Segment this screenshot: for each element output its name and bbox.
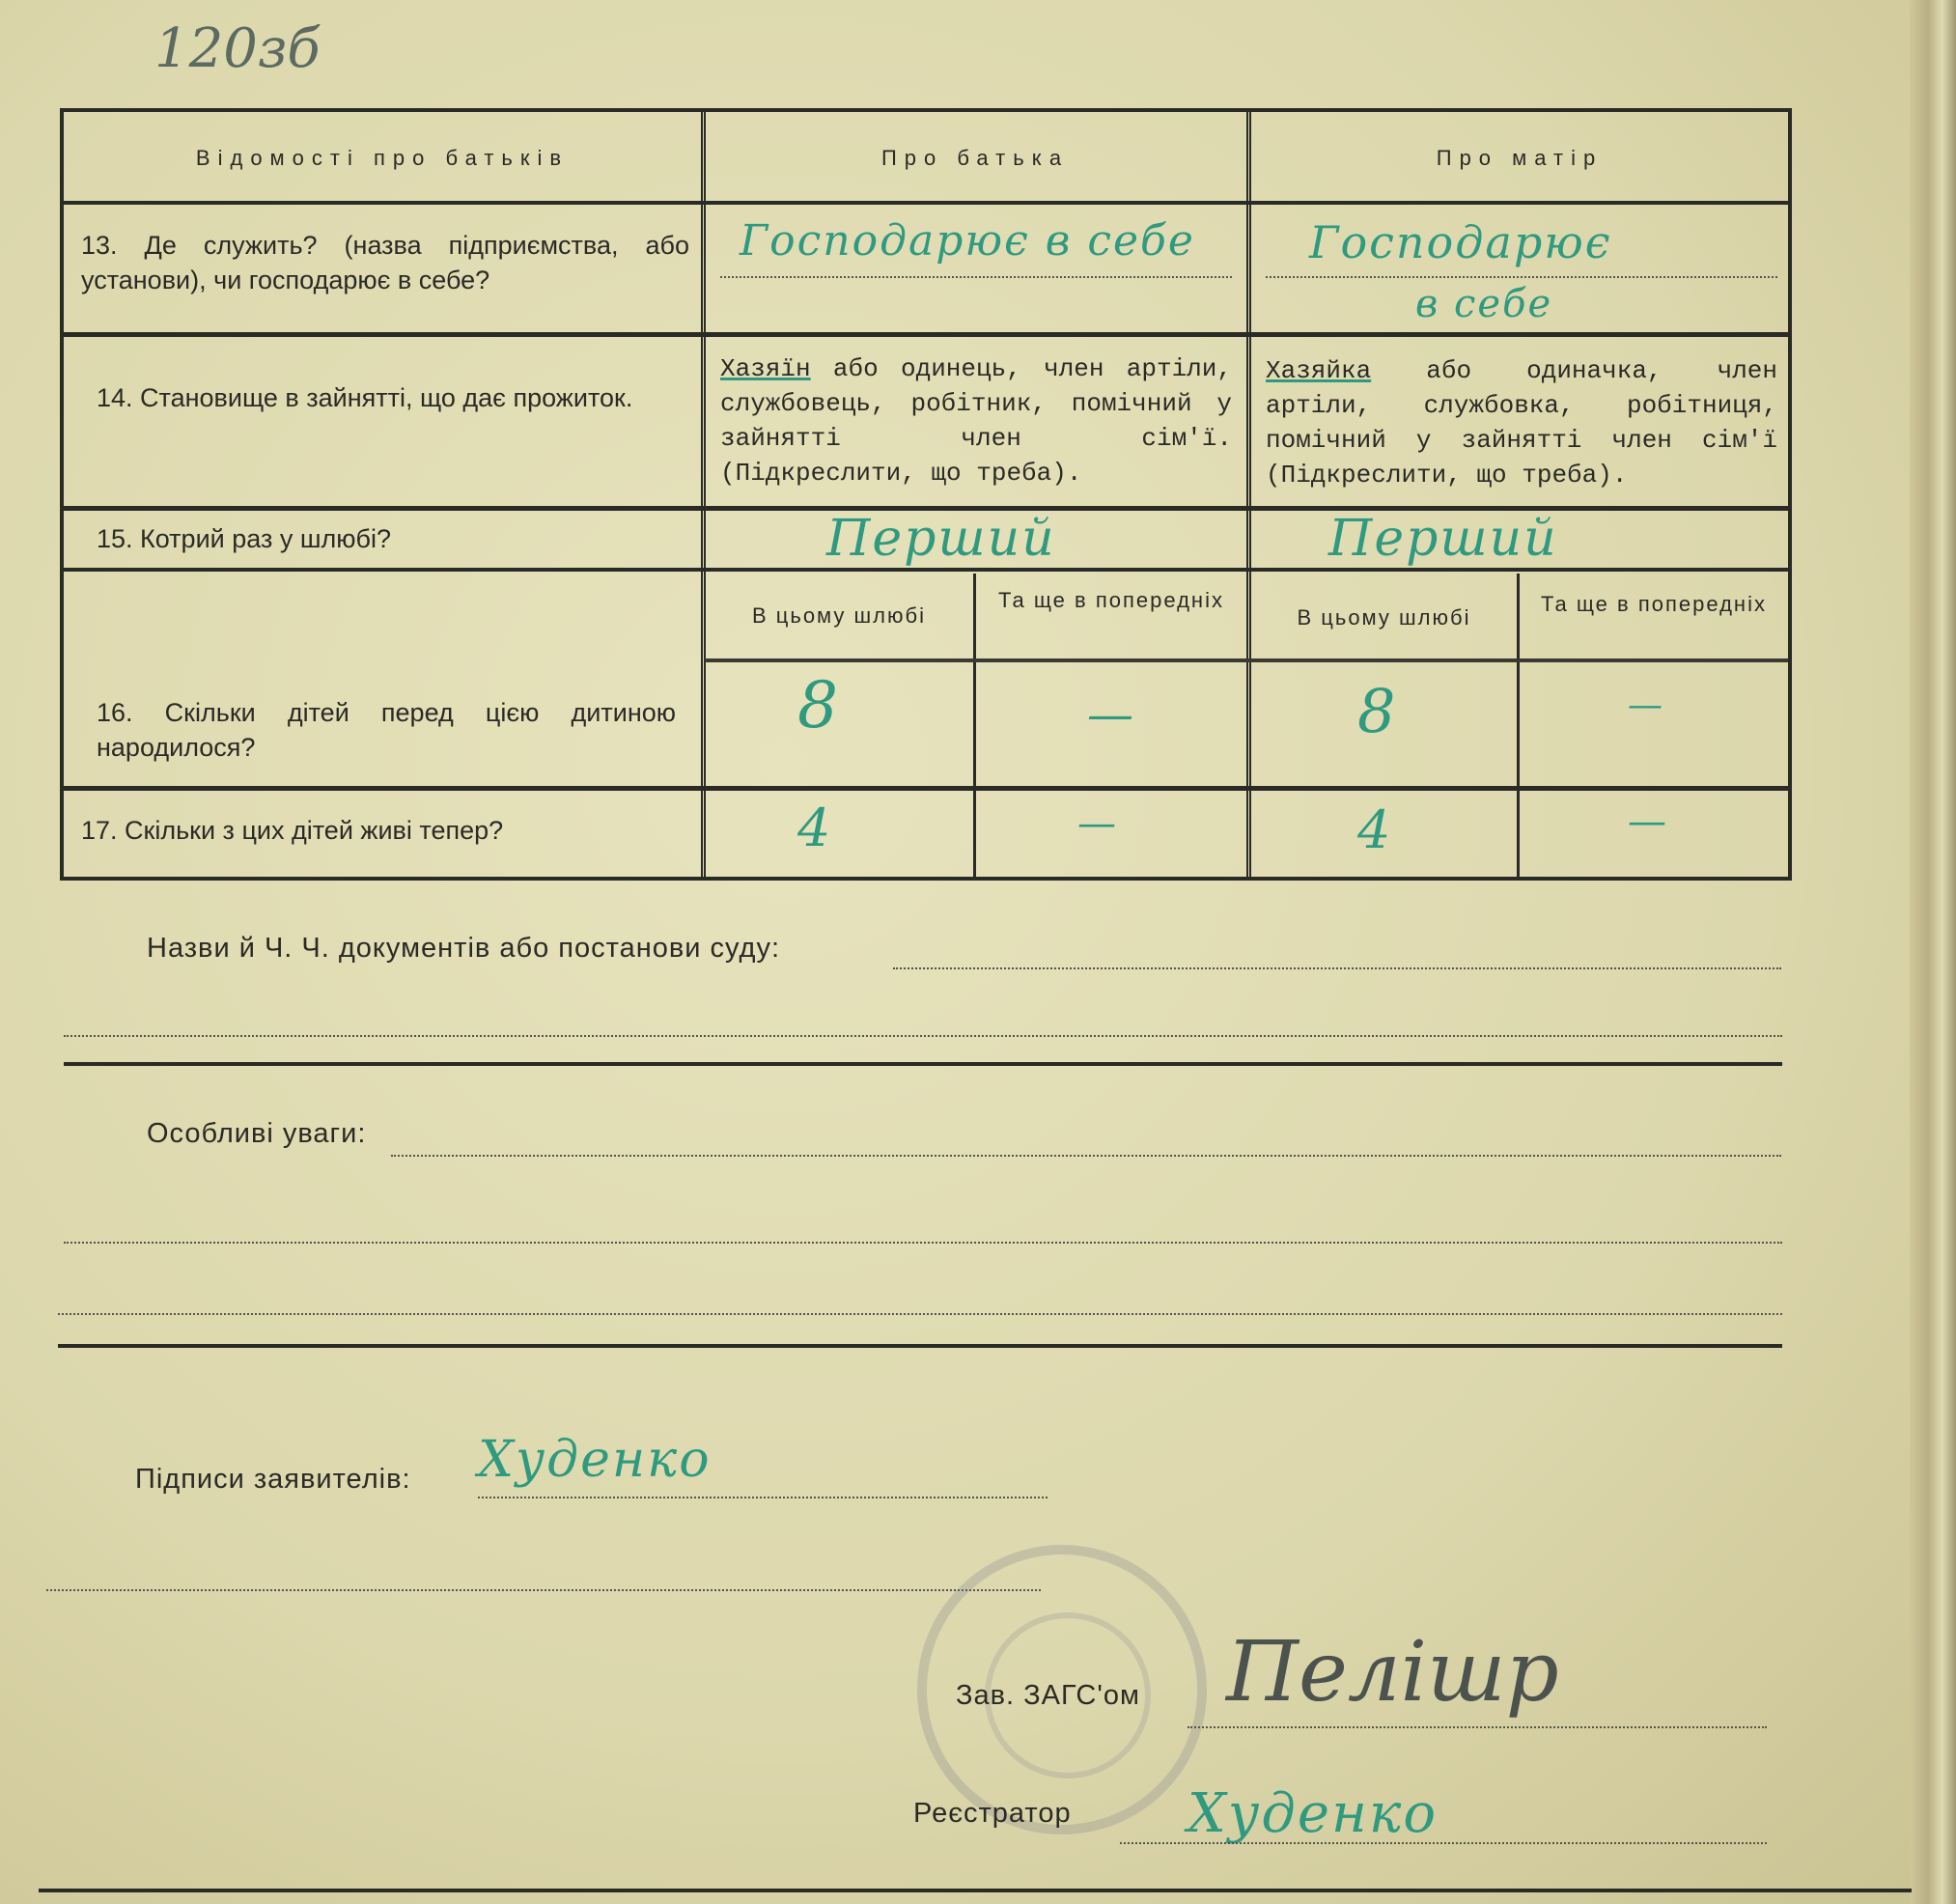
row15-father-answer: Перший xyxy=(826,510,1056,568)
row13-mother-answer-2: в себе xyxy=(1415,282,1553,326)
rule-16 xyxy=(64,786,1788,791)
col-divider-1 xyxy=(701,112,706,877)
row16-father-sub-this: В цьому шлюбі xyxy=(751,603,927,628)
row16-question: 16. Скільки дітей перед цією дитиною народилося? xyxy=(97,698,676,762)
row13-mother-dotline-1 xyxy=(1266,276,1777,278)
page-edge xyxy=(1910,0,1956,1904)
registrar-dotline xyxy=(1120,1842,1767,1844)
row17-father-this: 4 xyxy=(797,798,833,858)
row16-mother-prev: — xyxy=(1628,686,1664,725)
row16-mother-this: 8 xyxy=(1357,676,1398,746)
row14-mother-options xyxy=(1266,353,1777,492)
documents-dotline-1 xyxy=(893,967,1781,969)
row14-mother-underlined: Хазяйка xyxy=(1266,356,1372,385)
notes-dotline-2 xyxy=(64,1242,1782,1244)
parents-info-table xyxy=(60,108,1792,881)
col-divider-mother-sub xyxy=(1517,574,1520,877)
row13-father-dotline xyxy=(720,276,1232,278)
row16-mother-sub-prev: Та ще в попередніх xyxy=(1541,592,1767,616)
rule-15 xyxy=(64,568,1788,572)
documents-dotline-2 xyxy=(64,1035,1782,1037)
head-label: Зав. ЗАГС'ом xyxy=(956,1680,1140,1711)
applicants-label: Підписи заявителів: xyxy=(135,1464,411,1495)
documents-rule xyxy=(64,1062,1782,1066)
row16-father-this: 8 xyxy=(797,668,840,742)
registrar-signature: Худенко xyxy=(1188,1782,1439,1845)
registrar-label: Реєстратор xyxy=(913,1798,1072,1829)
applicants-dotline-1 xyxy=(478,1497,1048,1498)
head-signature: Пелішр xyxy=(1226,1624,1559,1721)
archive-number: 120зб xyxy=(154,17,321,80)
rule-13 xyxy=(64,332,1788,337)
row13-father-answer: Господарює в себе xyxy=(740,216,1195,266)
row16-father-sub-prev: Та ще в попередніх xyxy=(998,588,1224,612)
row16-mother-sub-this: В цьому шлюбі xyxy=(1297,605,1471,630)
row16-father-prev: — xyxy=(1087,687,1135,742)
documents-label: Назви й Ч. Ч. документів або постанови суду: xyxy=(147,933,781,964)
header-father: Про батька xyxy=(880,146,1070,170)
notes-dotline-3 xyxy=(58,1313,1782,1315)
row15-mother-answer: Перший xyxy=(1328,510,1558,568)
notes-label: Особливі уваги: xyxy=(147,1118,367,1149)
row17-mother-prev: — xyxy=(1628,799,1668,844)
row13-question: 13. Де служить? (назва підприємства, або установи), чи господарює в себе? xyxy=(81,231,689,294)
bottom-rule xyxy=(39,1889,1912,1892)
head-dotline xyxy=(1188,1726,1767,1728)
row14-mother-rest: або одиначка, член артіли, службовка, робітниця, помічний у зайнятті член сім'ї (Підкреслити, що треба). xyxy=(1266,356,1777,490)
row17-father-prev: — xyxy=(1077,801,1118,846)
rule-header xyxy=(64,201,1788,205)
col-divider-father-sub xyxy=(973,574,976,877)
applicants-dotline-2 xyxy=(46,1589,1041,1591)
col-divider-2 xyxy=(1246,112,1251,877)
row13-mother-answer-1: Господарює xyxy=(1309,216,1612,268)
row14-father-underlined: Хазяїн xyxy=(720,354,811,383)
header-mother: Про матір xyxy=(1436,146,1604,170)
row14-question: 14. Становище в зайнятті, що дає прожиток. xyxy=(97,383,633,412)
applicant-signature: Худенко xyxy=(478,1431,712,1489)
row14-father-options xyxy=(720,351,1232,490)
row17-question: 17. Скільки з цих дітей живі тепер? xyxy=(81,816,504,845)
notes-dotline-1 xyxy=(391,1155,1781,1157)
row14-father-rest: або одинець, член артіли, службовець, робітник, помічний у зайнятті член сім'ї. (Підкреслити, що треба). xyxy=(720,354,1232,488)
notes-rule xyxy=(58,1344,1782,1348)
header-topic: Відомості про батьків xyxy=(195,146,570,170)
row17-mother-this: 4 xyxy=(1357,799,1393,860)
row15-question: 15. Котрий раз у шлюбі? xyxy=(97,524,391,553)
rule-16-sub xyxy=(705,658,1788,662)
